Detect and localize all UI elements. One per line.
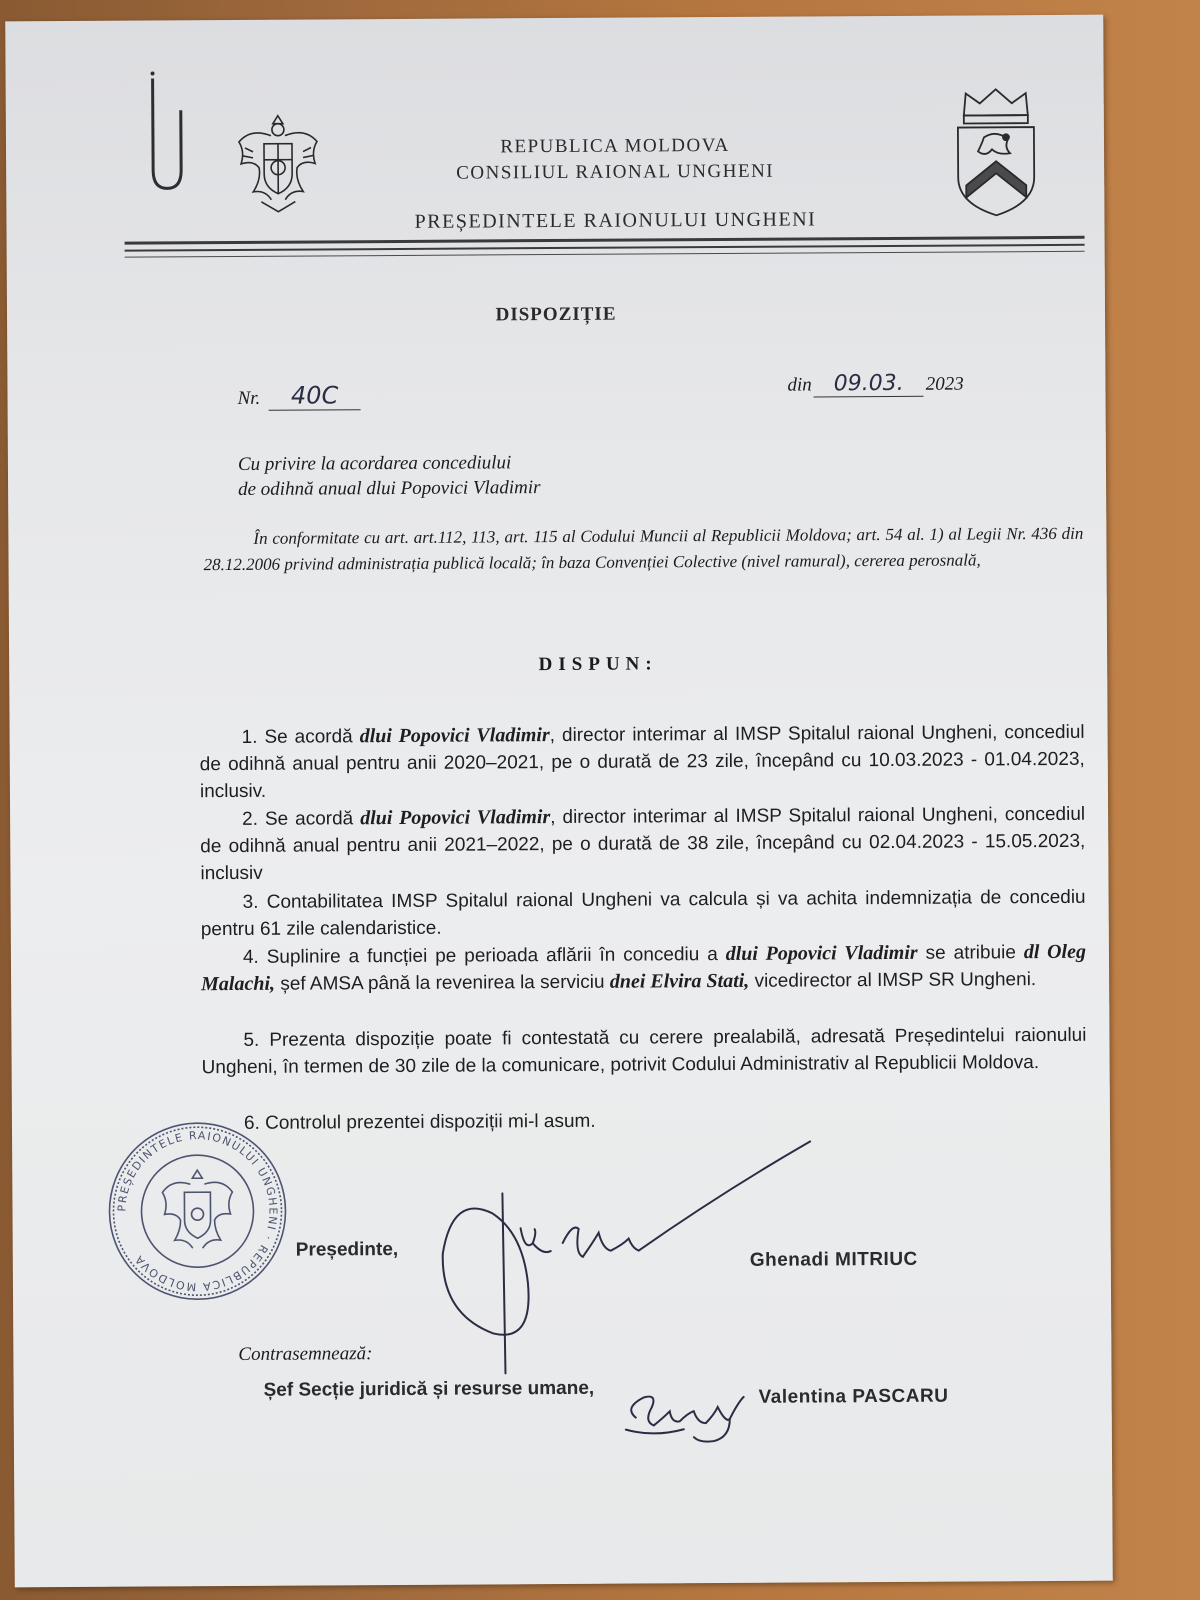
item-bold-name: dlui Popovici Vladimir [725, 941, 918, 965]
list-item [201, 939, 1086, 998]
item-text: șef AMSA până la revenirea la serviciu [274, 971, 610, 995]
svg-text:PREȘEDINTELE RAIONULUI UNGHENI [115, 1129, 280, 1294]
item-text: vicedirector al IMSP SR Ungheni. [749, 969, 1037, 992]
nr-label: Nr. [237, 387, 261, 409]
list-item: 5. Prezenta dispoziție poate fi contestată cu cerere prealabilă, adresată Președintelui raionului Ungheni, în termen de 30 zile de la comunicare, potrivit Codului Administrativ al Republicii Moldova. [201, 1024, 1087, 1079]
dispun-heading: DISPUN: [538, 653, 658, 676]
item-text: 2. Se acordă [242, 808, 361, 830]
header-president: PREȘEDINTELE RAIONULUI UNGHENI [414, 208, 817, 233]
document-date [787, 371, 963, 398]
date-prefix: din [787, 374, 812, 396]
header-country: REPUBLICA MOLDOVA [500, 134, 730, 158]
item-text: , director interimar al IMSP Spitalul raional Ungheni, concediul de odihnă anual pentru anii 2021–2022, pe o durată de 38 zile, începând cu 02.04.2023 - 15.05.2023, inclusiv [200, 803, 1086, 885]
list-item [200, 719, 1085, 805]
date-year: 2023 [925, 373, 964, 395]
document-title: DISPOZIȚIE [495, 303, 617, 326]
item-text: 4. Suplinire a funcției pe perioada aflării în concediu a [242, 943, 726, 968]
item-bold-name: dnei Elvira Stati, [609, 969, 750, 993]
countersign-label: Contrasemnează: [238, 1343, 373, 1365]
list-item: 3. Contabilitatea IMSP Spitalul raional Ungheni va calcula și va achita indemnizația de concediu pentru 61 zile calendaristice. [200, 886, 1086, 941]
item-text: , director interimar al IMSP Spitalul raional Ungheni, concediul de odihnă anual pentru anii 2020–2021, pe o durată de 23 zile, începând cu 10.03.2023 - 01.04.2023, inclusiv. [199, 721, 1085, 803]
legal-head-signature [613, 1367, 763, 1448]
list-item: 6. Controlul prezentei dispoziții mi-l asum. [243, 1110, 596, 1134]
date-value: 09.03. [814, 371, 924, 398]
official-seal-stamp [104, 1118, 291, 1305]
nr-value: 40C [269, 381, 361, 411]
legal-head-label: Șef Secție juridică și resurse umane, [263, 1377, 595, 1401]
header-council: CONSILIUL RAIONAL UNGHENI [456, 160, 775, 184]
item-bold-name: dlui Popovici Vladimir [360, 806, 551, 830]
item-bold-name: dl Oleg Malachi, [201, 940, 1086, 996]
document-number [237, 381, 361, 411]
list-item [200, 801, 1085, 887]
document-page [5, 15, 1113, 1588]
document-subject [238, 450, 541, 502]
item-bold-name: dlui Popovici Vladimir [359, 724, 550, 748]
president-name: Ghenadi MITRIUC [749, 1248, 918, 1271]
document-preamble: În conformitate cu art. art.112, 113, art. 115 al Codului Muncii al Republicii Moldova; art. 54 al. 1) al Legii Nr. 436 din 28.12.2006 privind administrația publică locală; în baza Convenției Colective (nivel ramural), cererea perosnală, [203, 523, 1084, 575]
seal-text: PREȘEDINTELE RAIONULUI UNGHENI · REPUBLICA MOLDOVA [115, 1129, 280, 1294]
item-text: se atribuie [917, 942, 1024, 964]
subject-line-1: Cu privire la acordarea concediului [237, 452, 512, 475]
header-rule-thin [125, 251, 1085, 258]
item-text: 1. Se acordă [241, 726, 360, 748]
header-rule-middle [125, 244, 1085, 252]
president-label: Președinte, [295, 1238, 399, 1261]
legal-head-name: Valentina PASCARU [758, 1385, 949, 1408]
subject-line-2: de odihnă anual dlui Popovici Vladimir [238, 477, 541, 500]
header-rule-thick [125, 236, 1085, 245]
